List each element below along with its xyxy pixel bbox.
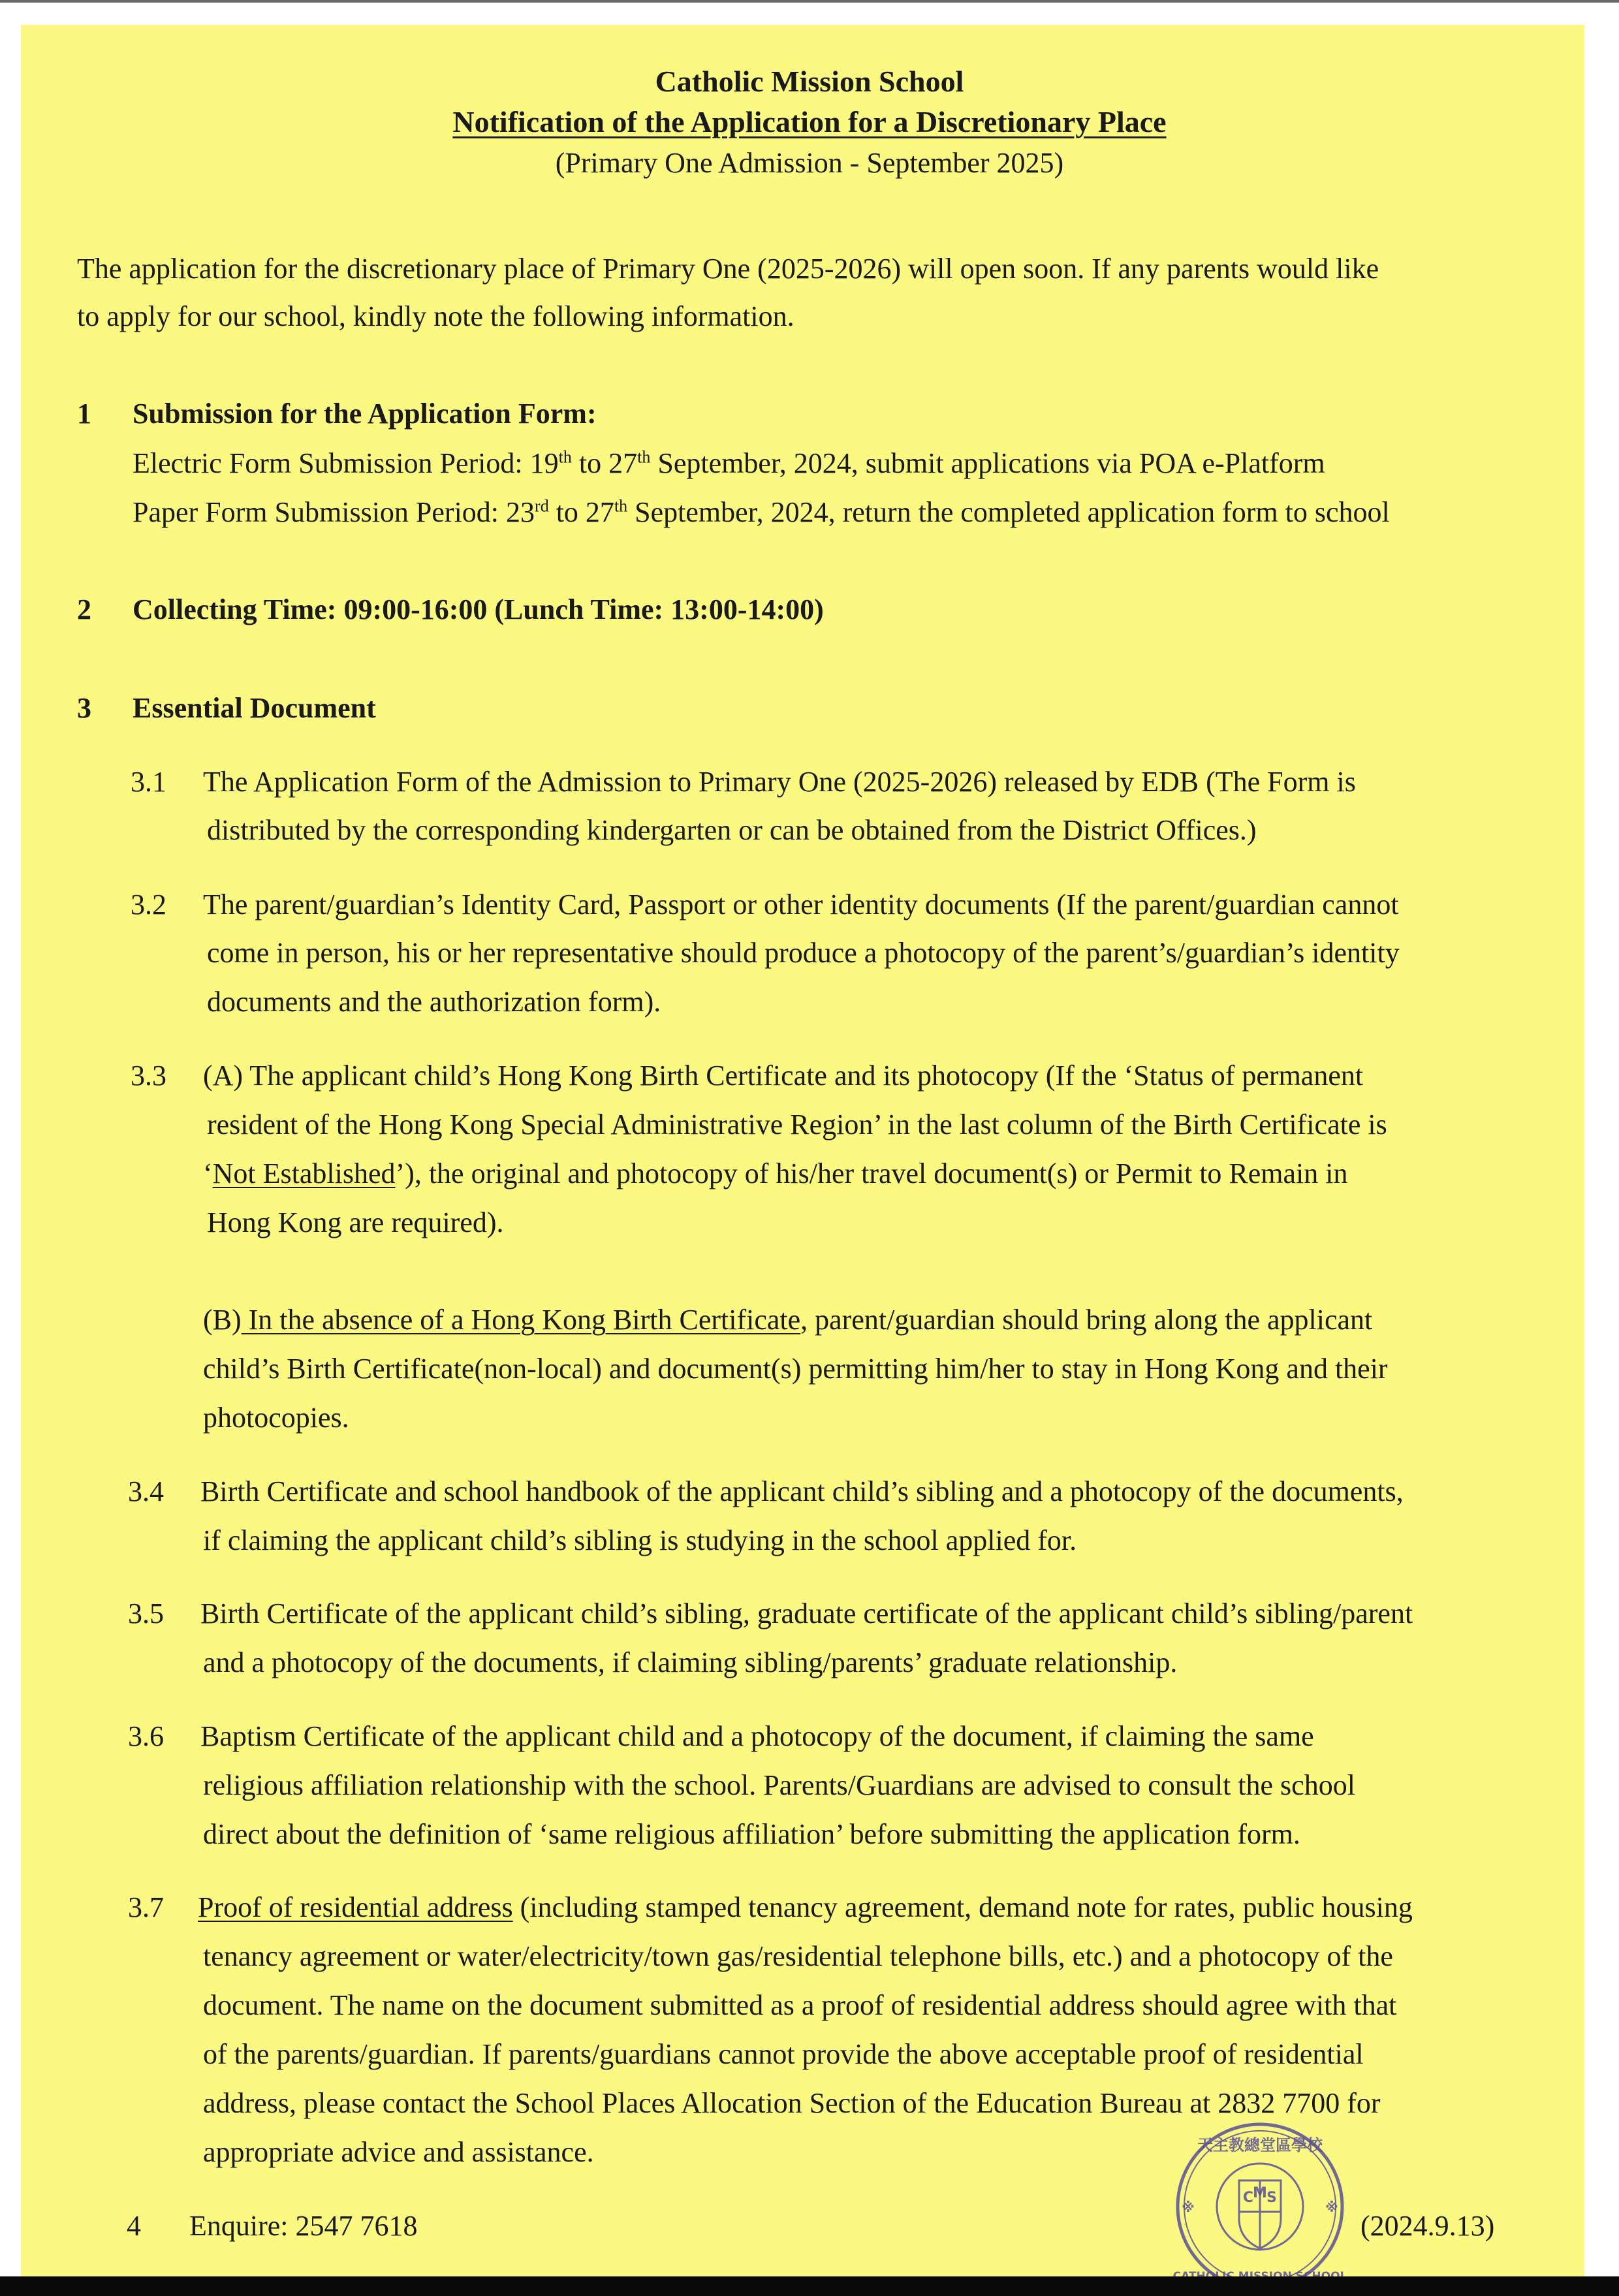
item-3-3-a-line-1: (A) The applicant child’s Hong Kong Birth Certificate and its photocopy (If the ‘Status of permanent [203,1060,1364,1092]
svg-text:M: M [1253,2185,1267,2201]
scan-top-edge [0,0,1619,3]
section-1-number: 1 [77,398,91,430]
item-3-4-number: 3.4 [128,1475,164,1507]
proof-of-address-text: Proof of residential address [198,1891,513,1923]
document-subtitle: (Primary One Admission - September 2025) [555,147,1064,179]
intro-line-1: The application for the discretionary place of Primary One (2025-2026) will open soon. If any parents would like [77,253,1379,285]
item-3-4-line-2: if claiming the applicant child’s sibling is studying in the school applied for. [203,1524,1077,1556]
svg-text:S: S [1266,2190,1277,2206]
svg-text:※: ※ [1182,2199,1195,2215]
item-3-3-b-line-1: (B) In the absence of a Hong Kong Birth Certificate, parent/guardian should bring along the applicant [203,1304,1373,1336]
item-3-6-line-3: direct about the definition of ‘same religious affiliation’ before submitting the application form. [203,1818,1300,1850]
item-3-3-a-line-4: Hong Kong are required). [207,1206,504,1238]
item-3-7-line-2: tenancy agreement or water/electricity/town gas/residential telephone bills, etc.) and a photocopy of the [203,1940,1393,1972]
item-3-7-line-4: of the parents/guardian. If parents/guardians cannot provide the above acceptable proof of residential [203,2038,1364,2070]
document-date-code: (2024.9.13) [1360,2210,1495,2242]
item-3-5-line-1: Birth Certificate of the applicant child’s sibling, graduate certificate of the applicant child’s sibling/parent [200,1597,1413,1629]
item-3-5-number: 3.5 [128,1597,164,1629]
collecting-time: Collecting Time: 09:00-16:00 (Lunch Time: 13:00-14:00) [133,593,824,625]
item-3-6-line-1: Baptism Certificate of the applicant child and a photocopy of the document, if claiming the same [200,1720,1314,1752]
enquiry-phone: Enquire: 2547 7618 [189,2210,418,2242]
svg-text:※: ※ [1325,2199,1338,2215]
svg-text:C: C [1242,2190,1254,2206]
item-3-4-line-1: Birth Certificate and school handbook of the applicant child’s sibling and a photocopy of the documents, [200,1475,1404,1507]
school-seal-icon [1169,2120,1351,2293]
section-3-number: 3 [77,692,91,724]
section-2-number: 2 [77,593,91,625]
item-3-1-number: 3.1 [131,766,166,798]
item-3-7-number: 3.7 [128,1891,164,1923]
item-3-2-line-2: come in person, his or her representative should produce a photocopy of the parent’s/guardian’s identity [207,937,1400,969]
electric-form-period: Electric Form Submission Period: 19th to 27th September, 2024, submit applications via POA e-Platform [133,447,1325,479]
item-3-2-line-1: The parent/guardian’s Identity Card, Passport or other identity documents (If the parent/guardian cannot [203,889,1399,920]
item-3-6-line-2: religious affiliation relationship with the school. Parents/Guardians are advised to consult the school [203,1769,1355,1801]
item-3-6-number: 3.6 [128,1720,164,1752]
section-3-heading: Essential Document [133,692,376,724]
item-3-1-line-1: The Application Form of the Admission to Primary One (2025-2026) released by EDB (The Form is [203,766,1356,798]
document-title: Notification of the Application for a Discretionary Place [452,105,1167,138]
item-3-7-line-3: document. The name on the document submitted as a proof of residential address should agree with that [203,1989,1397,2021]
item-3-2-line-3: documents and the authorization form). [207,986,661,1018]
item-3-3-b-line-3: photocopies. [203,1402,349,1434]
item-3-7-line-5: address, please contact the School Places Allocation Section of the Education Bureau at 2832 7700 for [203,2087,1381,2119]
item-3-2-number: 3.2 [131,889,166,920]
item-3-3-b-line-2: child’s Birth Certificate(non-local) and document(s) permitting him/her to stay in Hong Kong and their [203,1353,1388,1385]
item-3-7-line-6: appropriate advice and assistance. [203,2136,594,2168]
item-3-3-number: 3.3 [131,1060,166,1092]
school-name: Catholic Mission School [655,65,964,98]
absence-of-birth-certificate-text: In the absence of a Hong Kong Birth Certificate [241,1304,801,1336]
item-3-7-line-1: Proof of residential address (including stamped tenancy agreement, demand note for rates, public housing [198,1891,1413,1923]
section-4-number: 4 [127,2210,141,2242]
paper-form-period: Paper Form Submission Period: 23rd to 27th September, 2024, return the completed application form to school [133,496,1390,528]
svg-text:天主教總堂區學校: 天主教總堂區學校 [1197,2136,1323,2154]
item-3-3-a-line-3: ‘Not Established’), the original and photocopy of his/her travel document(s) or Permit to Remain in [203,1157,1348,1189]
not-established-text: Not Established [212,1157,396,1189]
item-3-3-a-line-2: resident of the Hong Kong Special Administrative Region’ in the last column of the Birth Certificate is [207,1109,1387,1140]
intro-line-2: to apply for our school, kindly note the following information. [77,300,794,332]
section-1-heading: Submission for the Application Form: [133,398,597,430]
scan-bottom-edge [0,2276,1619,2296]
item-3-1-line-2: distributed by the corresponding kindergarten or can be obtained from the District Offices.) [207,814,1257,846]
item-3-5-line-2: and a photocopy of the documents, if claiming sibling/parents’ graduate relationship. [203,1646,1178,1678]
